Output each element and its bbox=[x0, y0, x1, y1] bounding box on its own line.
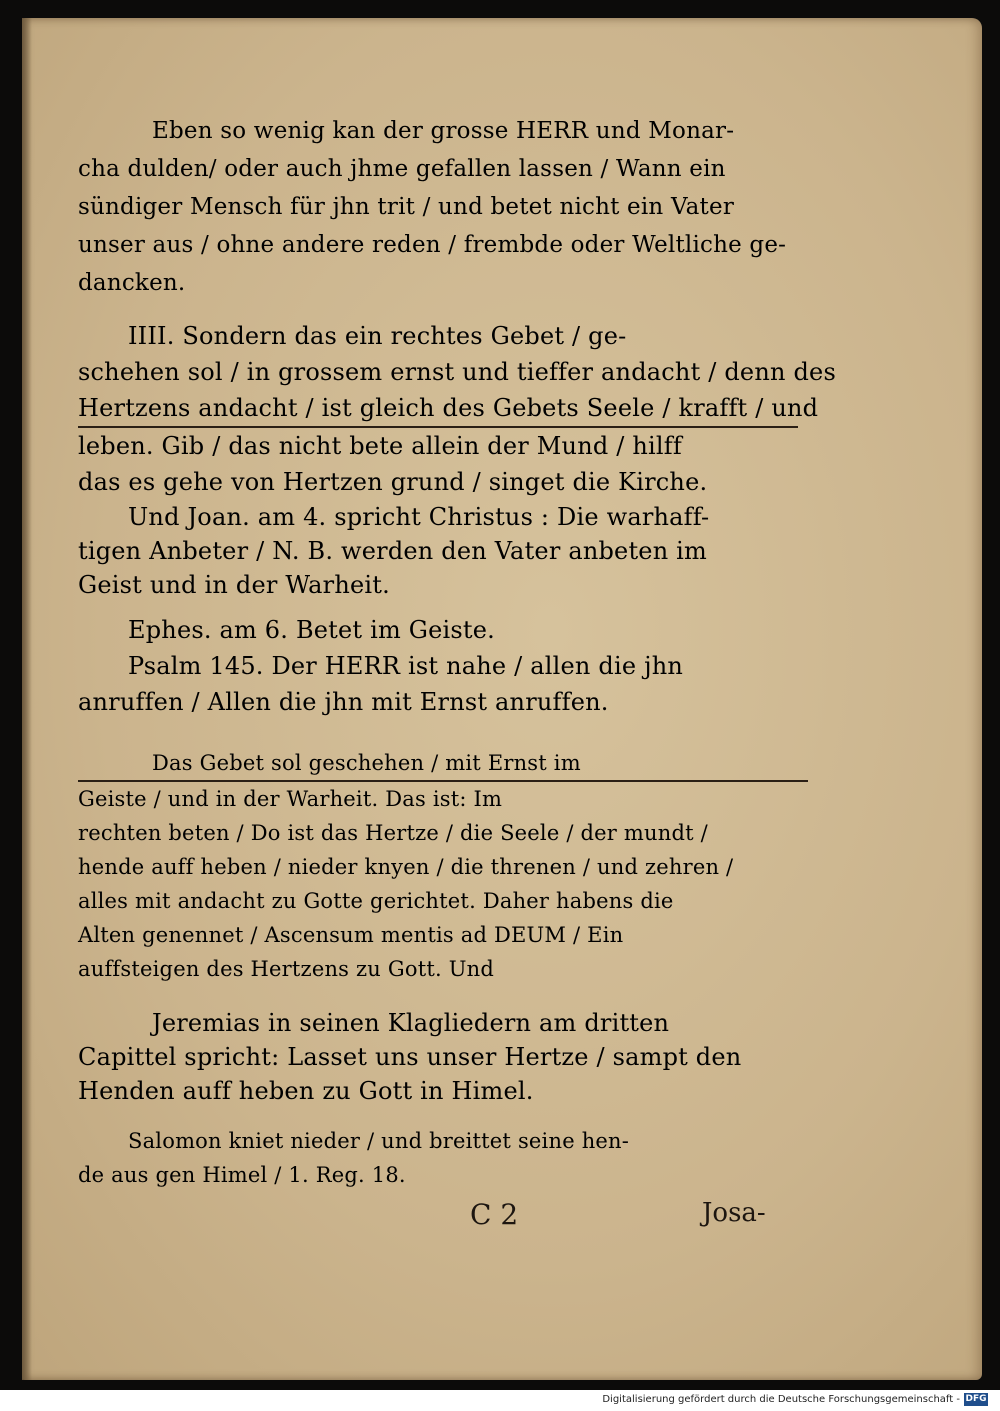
text-line: Ephes. am 6. Betet im Geiste. bbox=[128, 616, 496, 644]
text-line: dancken. bbox=[78, 270, 186, 296]
text-line: Eben so wenig kan der grosse HERR und Monar- bbox=[152, 118, 735, 144]
text-line: de aus gen Himel / 1. Reg. 18. bbox=[78, 1163, 406, 1187]
underlined-line: Hertzens andacht / ist gleich des Gebets Seele / krafft / und bbox=[78, 390, 798, 428]
signature-mark: C 2 bbox=[470, 1198, 519, 1231]
text-line: tigen Anbeter / N. B. werden den Vater anbeten im bbox=[78, 537, 708, 565]
paragraph-6 bbox=[78, 1006, 808, 1108]
heading-line: Geiste / und in der Warheit. Das ist: Im bbox=[78, 787, 503, 811]
paragraph-3 bbox=[78, 500, 798, 602]
paragraph-1 bbox=[78, 112, 798, 302]
heading-line: Salomon kniet nieder / und breittet seine hen- bbox=[128, 1129, 630, 1153]
text-line: das es gehe von Hertzen grund / singet die Kirche. bbox=[78, 468, 708, 496]
page-gutter-shadow bbox=[22, 18, 32, 1380]
catchword: Josa- bbox=[702, 1198, 766, 1228]
text-line: Alten genennet / Ascensum mentis ad DEUM / Ein bbox=[78, 923, 624, 947]
text-line: alles mit andacht zu Gotte gerichtet. Daher habens die bbox=[78, 889, 674, 913]
text-line: Henden auff heben zu Gott in Himel. bbox=[78, 1077, 534, 1105]
heading-line: Jeremias in seinen Klagliedern am dritten bbox=[152, 1009, 670, 1037]
text-line: rechten beten / Do ist das Hertze / die Seele / der mundt / bbox=[78, 821, 708, 845]
text-line: sündiger Mensch für jhn trit / und betet nicht ein Vater bbox=[78, 194, 735, 220]
footer bbox=[0, 1390, 1000, 1411]
text-line: schehen sol / in grossem ernst und tieffer andacht / denn des bbox=[78, 358, 836, 386]
paragraph-4 bbox=[78, 612, 798, 720]
paragraph-5 bbox=[78, 746, 808, 986]
text-line: IIII. Sondern das ein rechtes Gebet / ge- bbox=[128, 322, 627, 350]
text-line: hende auff heben / nieder knyen / die threnen / und zehren / bbox=[78, 855, 734, 879]
text-line: Geist und in der Warheit. bbox=[78, 571, 390, 599]
text-line: anruffen / Allen die jhn mit Ernst anruffen. bbox=[78, 688, 609, 716]
footer-credit: Digitalisierung gefördert durch die Deutsche Forschungsgemeinschaft - bbox=[602, 1394, 960, 1405]
heading-line: Das Gebet sol geschehen / mit Ernst im bbox=[78, 746, 808, 782]
text-line: Und Joan. am 4. spricht Christus : Die warhaff- bbox=[128, 503, 710, 531]
text-line: unser aus / ohne andere reden / frembde oder Weltliche ge- bbox=[78, 232, 787, 258]
text-line: auffsteigen des Hertzens zu Gott. Und bbox=[78, 957, 495, 981]
paragraph-7 bbox=[78, 1124, 808, 1192]
dfg-logo: DFG bbox=[965, 1394, 987, 1404]
text-line: Capittel spricht: Lasset uns unser Hertze / sampt den bbox=[78, 1043, 742, 1071]
text-line: leben. Gib / das nicht bete allein der Mund / hilff bbox=[78, 432, 682, 460]
text-line: Psalm 145. Der HERR ist nahe / allen die jhn bbox=[128, 652, 684, 680]
paragraph-2 bbox=[78, 318, 836, 500]
text-line: cha dulden/ oder auch jhme gefallen lassen / Wann ein bbox=[78, 156, 726, 182]
